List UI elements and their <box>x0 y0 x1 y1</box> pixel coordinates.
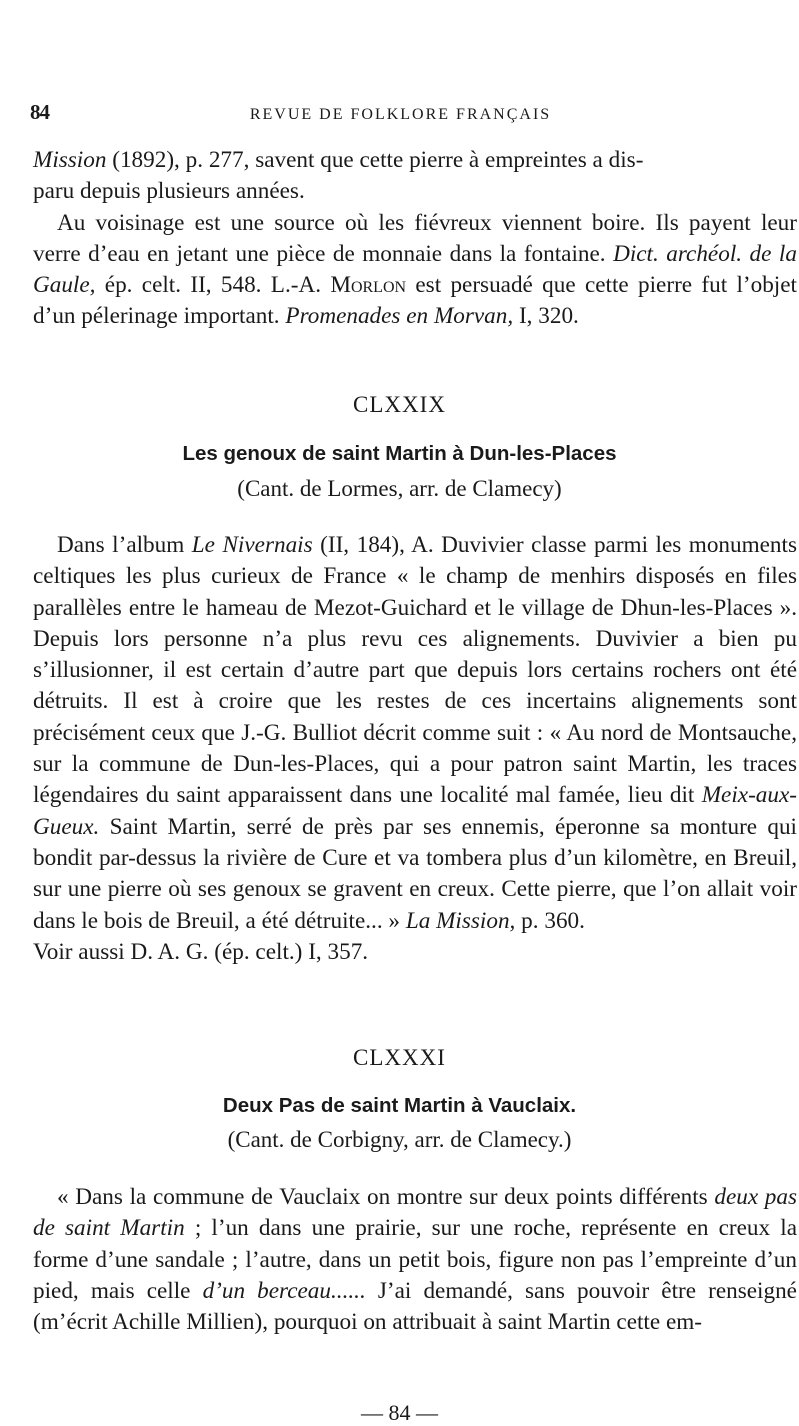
section-paragraph-clxxix: Dans l’album Le Nivernais (II, 184), A. Duvivier classe parmi les monuments celtiques les plus curieux de France « le champ de menhirs disposés en files parallèles entre le hameau de Mezot-Guichard et le village de Dhun-les-Places ». Depuis lors personne n’a plus revu ces alignements. Duvivier a bien pu s’illusionner, il est certain d’autre part que depuis lors certains rochers ont été détruits. Il est à croire que les restes de ces incertains alignements sont précisément ceux que J.-G. Bulliot décrit comme suit : « Au nord de Montsauche, sur la commune de Dun-les-Places, qui a pour patron saint Martin, les traces légendaires du saint apparaissent dans une localité mal famée, lieu dit Meix-aux-Gueux. Saint Martin, serré de près par ses ennemis, éperonne sa monture qui bondit par-dessus la rivière de Cure et va tombera plus d’un kilomètre, en Breuil, sur une pierre où ses genoux se gravent en creux. Cette pierre, que l’on allait voir dans le bois de Breuil, a été détruite... » La Mission, p. 360. <box>33 532 797 934</box>
section-numeral-clxxix: CLXXIX <box>353 392 446 417</box>
section-numeral-clxxxi: CLXXXI <box>353 1045 446 1070</box>
section-body-clxxix <box>33 530 797 968</box>
continuation-text <box>33 145 797 333</box>
continuation-line-2: paru depuis plusieurs années. <box>33 178 305 205</box>
continuation-paragraph-1: Mission (1892), p. 277, savent que cette pierre à empreintes a dis- <box>33 147 644 173</box>
running-title: REVUE DE FOLKLORE FRANÇAIS <box>249 106 552 123</box>
section-canton-clxxix: (Cant. de Lormes, arr. de Clamecy) <box>237 476 562 501</box>
continuation-paragraph-2: Au voisinage est une source où les fiévreux viennent boire. Ils payent leur verre d’eau en jetant une pièce de monnaie dans la fontaine. Dict. archéol. de la Gaule, ép. celt. II, 548. L.-A. Morlon est persuadé que cette pierre fut l’objet d’un pélerinage important. Promenades en Morvan, I, 320. <box>33 209 797 330</box>
page-header <box>30 100 771 130</box>
section-title-clxxxi: Deux Pas de saint Martin à Vauclaix. <box>222 1094 577 1117</box>
section-title-clxxix: Les genoux de saint Martin à Dun-les-Places <box>182 442 617 465</box>
continuation-italic: Mission <box>33 147 107 173</box>
section-body-clxxxi <box>33 1182 797 1338</box>
page-number-bottom: — 84 — <box>361 1400 438 1425</box>
page-number-top: 84 <box>30 100 49 124</box>
section-canton-clxxxi: (Cant. de Corbigny, arr. de Clamecy.) <box>227 1127 572 1152</box>
section-paragraph-clxxxi: « Dans la commune de Vauclaix on montre sur deux points différents deux pas de saint Martin ; l’un dans une prairie, sur une roche, représente en creux la forme d’une sandale ; l’autre, dans un petit bois, figure non pas l’empreinte d’un pied, mais celle d’un berceau...... J’ai demandé, sans pouvoir être renseigné (m’écrit Achille Millien), pourquoi on attribuait à saint Martin cette em- <box>33 1184 798 1336</box>
section-last-line-clxxix: Voir aussi D. A. G. (ép. celt.) I, 357. <box>33 938 369 965</box>
author-name-smallcaps: Morlon <box>330 272 407 299</box>
